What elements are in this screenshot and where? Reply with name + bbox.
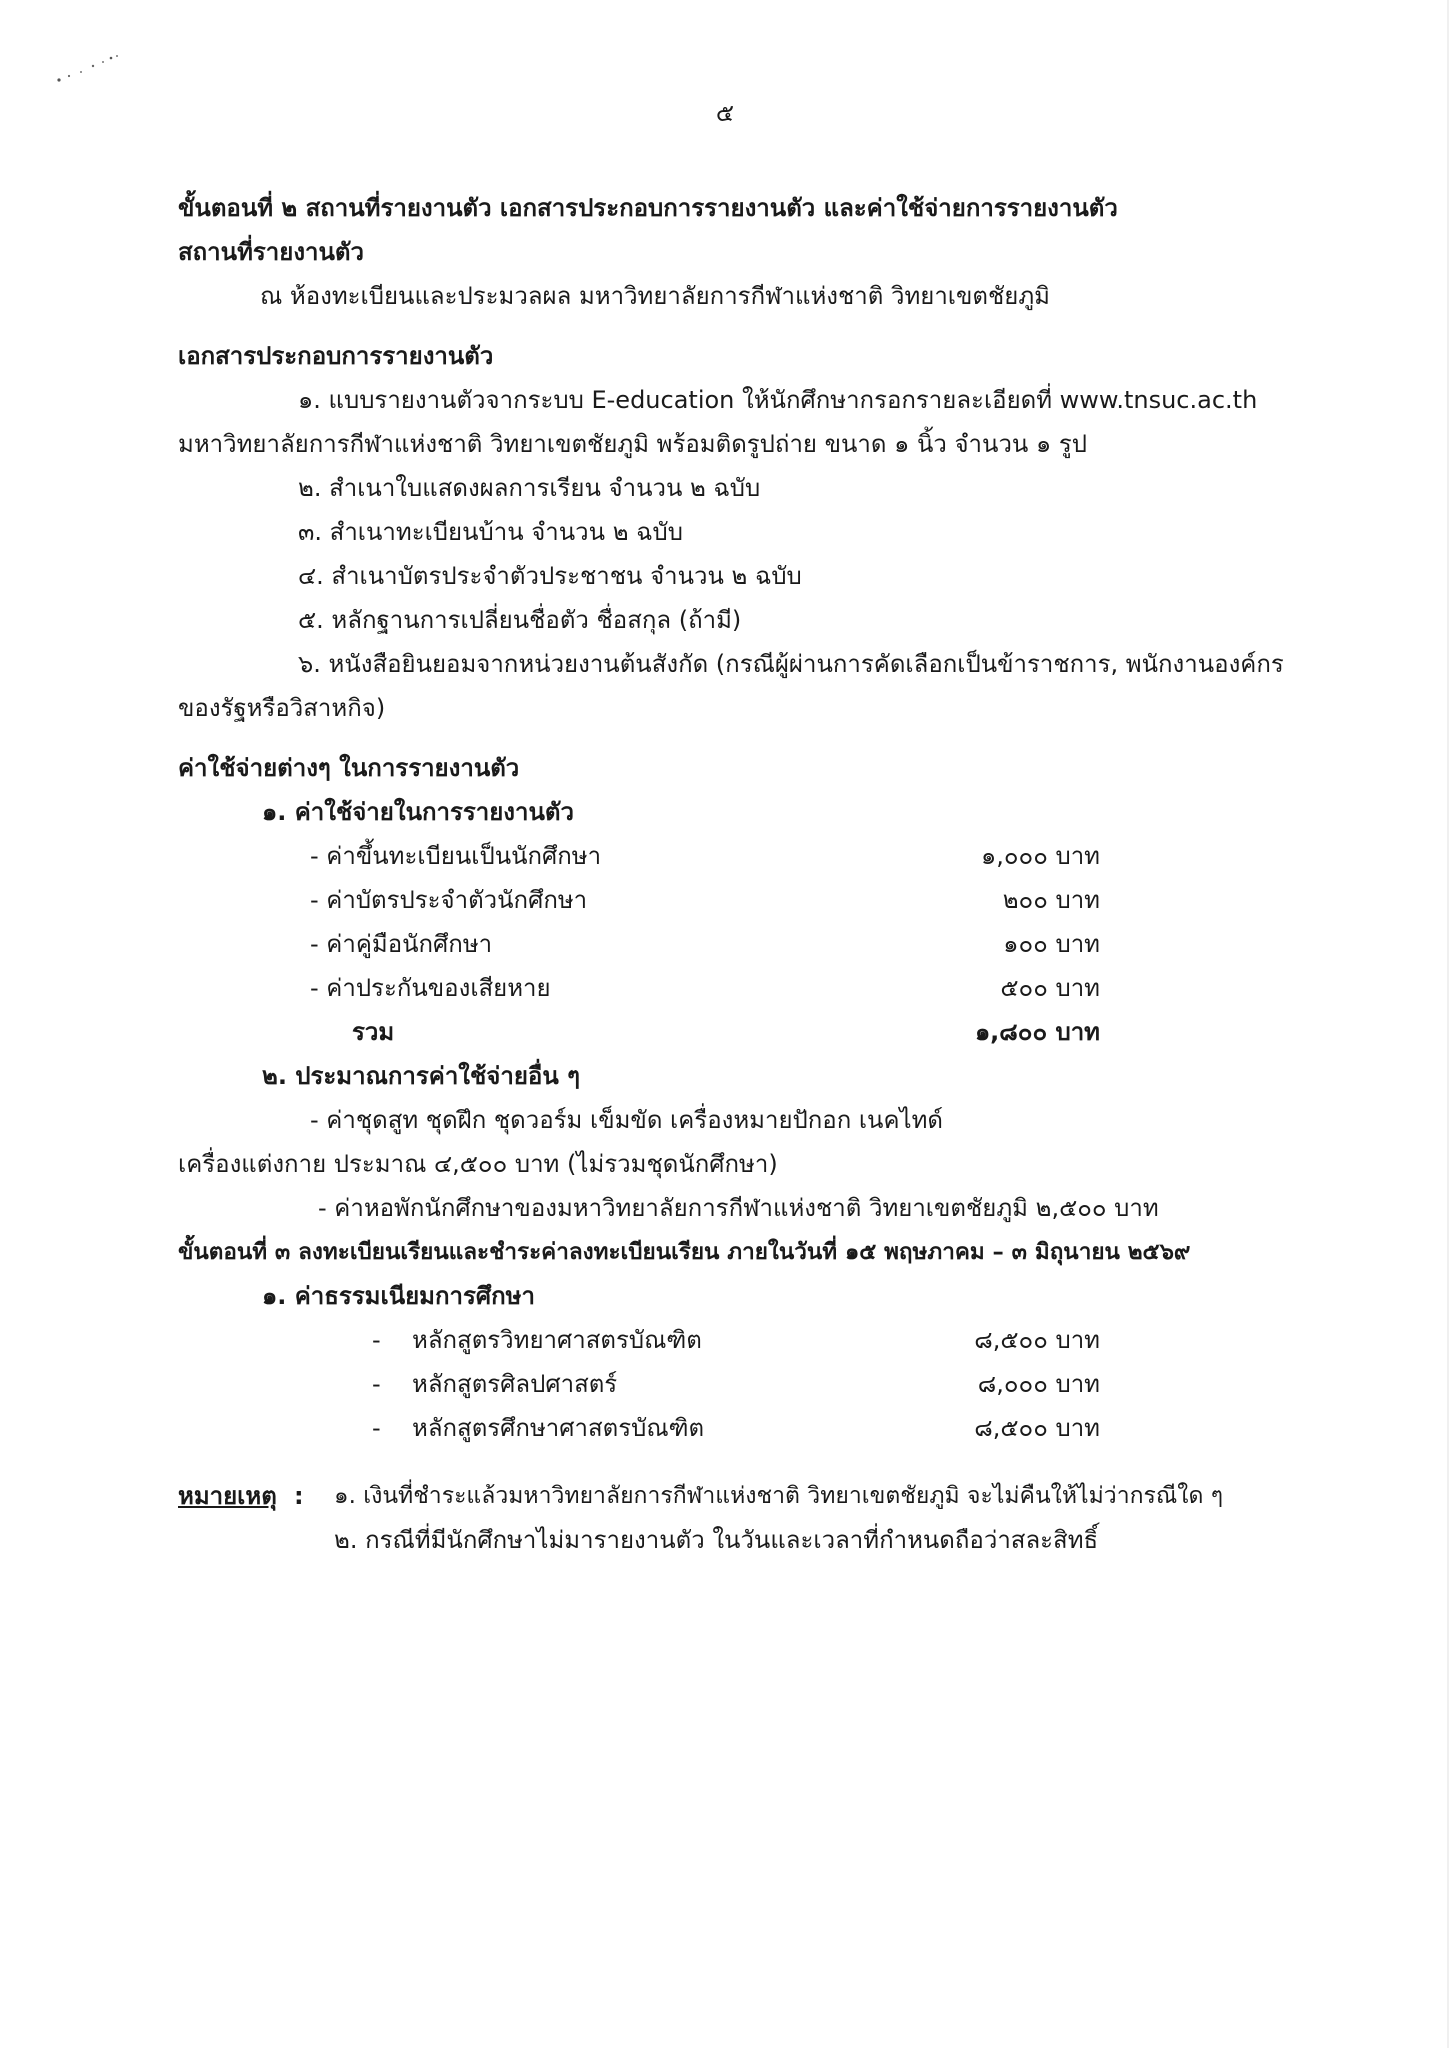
note-1: ๑. เงินที่ชำระแล้วมหาวิทยาลัยการกีฬาแห่งชาติ วิทยาเขตชัยภูมิ จะไม่คืนให้ไม่ว่ากรณีใด ๆ bbox=[334, 1483, 1224, 1509]
page-number: ๕ bbox=[715, 99, 735, 127]
exp2-line-1: - ค่าชุดสูท ชุดฝึก ชุดวอร์ม เข็มขัด เครื่องหมายปักอก เนคไทด์ bbox=[310, 1106, 943, 1134]
fee-dash: - bbox=[372, 1326, 381, 1354]
step3-heading: ขั้นตอนที่ ๓ ลงทะเบียนเรียนและชำระค่าลงทะเบียนเรียน ภายในวันที่ ๑๕ พฤษภาคม – ๓ มิถุนายน ๒๕๖๙ bbox=[178, 1239, 1191, 1265]
exp1-item-amount: ๑๐๐ บาท bbox=[1003, 930, 1100, 958]
exp1-total-amount: ๑,๘๐๐ บาท bbox=[974, 1018, 1100, 1046]
fee-dash: - bbox=[372, 1414, 381, 1442]
notes-colon: : bbox=[294, 1482, 304, 1510]
location-text: ณ ห้องทะเบียนและประมวลผล มหาวิทยาลัยการกีฬาแห่งชาติ วิทยาเขตชัยภูมิ bbox=[260, 282, 1050, 310]
doc-item-1: ๑. แบบรายงานตัวจากระบบ E-education ให้นักศึกษากรอกรายละเอียดที่ www.tnsuc.ac.th bbox=[298, 386, 1258, 414]
doc-item-3: ๓. สำเนาทะเบียนบ้าน จำนวน ๒ ฉบับ bbox=[298, 518, 683, 546]
fee-amount: ๘,๕๐๐ บาท bbox=[974, 1326, 1100, 1354]
notes-label: หมายเหตุ bbox=[178, 1482, 277, 1510]
doc-item-1-cont: มหาวิทยาลัยการกีฬาแห่งชาติ วิทยาเขตชัยภูมิ พร้อมติดรูปถ่าย ขนาด ๑ นิ้ว จำนวน ๑ รูป bbox=[178, 430, 1087, 458]
fee-dash: - bbox=[372, 1370, 381, 1398]
documents-heading: เอกสารประกอบการรายงานตัว bbox=[178, 342, 494, 370]
exp1-item-label: - ค่าคู่มือนักศึกษา bbox=[310, 930, 493, 958]
exp2-heading: ๒. ประมาณการค่าใช้จ่ายอื่น ๆ bbox=[262, 1062, 580, 1090]
note-2: ๒. กรณีที่มีนักศึกษาไม่มารายงานตัว ในวันและเวลาที่กำหนดถือว่าสละสิทธิ์ bbox=[334, 1526, 1099, 1554]
scan-specks bbox=[55, 48, 135, 98]
fee-label: หลักสูตรวิทยาศาสตรบัณฑิต bbox=[412, 1326, 702, 1354]
exp1-item-label: - ค่าขึ้นทะเบียนเป็นนักศึกษา bbox=[310, 842, 602, 870]
fee-label: หลักสูตรศึกษาศาสตรบัณฑิต bbox=[412, 1414, 705, 1442]
doc-item-4: ๔. สำเนาบัตรประจำตัวประชาชน จำนวน ๒ ฉบับ bbox=[298, 562, 802, 590]
doc-item-6-cont: ของรัฐหรือวิสาหกิจ) bbox=[178, 694, 386, 722]
fee-amount: ๘,๐๐๐ บาท bbox=[977, 1370, 1100, 1398]
exp1-item-amount: ๕๐๐ บาท bbox=[1000, 974, 1100, 1002]
exp1-total-label: รวม bbox=[352, 1018, 395, 1046]
fee-amount: ๘,๕๐๐ บาท bbox=[974, 1414, 1100, 1442]
fee-heading: ๑. ค่าธรรมเนียมการศึกษา bbox=[262, 1282, 535, 1310]
exp1-item-amount: ๒๐๐ บาท bbox=[1002, 886, 1100, 914]
exp2-line-3: - ค่าหอพักนักศึกษาของมหาวิทยาลัยการกีฬาแห่งชาติ วิทยาเขตชัยภูมิ ๒,๕๐๐ บาท bbox=[318, 1194, 1159, 1222]
exp1-heading: ๑. ค่าใช้จ่ายในการรายงานตัว bbox=[262, 798, 574, 826]
expenses-heading: ค่าใช้จ่ายต่างๆ ในการรายงานตัว bbox=[178, 754, 520, 782]
exp2-line-2: เครื่องแต่งกาย ประมาณ ๔,๕๐๐ บาท (ไม่รวมชุดนักศึกษา) bbox=[178, 1150, 778, 1178]
exp1-item-label: - ค่าบัตรประจำตัวนักศึกษา bbox=[310, 886, 588, 914]
step2-heading: ขั้นตอนที่ ๒ สถานที่รายงานตัว เอกสารประกอบการรายงานตัว และค่าใช้จ่ายการรายงานตัว bbox=[178, 194, 1118, 222]
fee-label: หลักสูตรศิลปศาสตร์ bbox=[412, 1370, 618, 1398]
exp1-item-label: - ค่าประกันของเสียหาย bbox=[310, 974, 551, 1002]
doc-item-2: ๒. สำเนาใบแสดงผลการเรียน จำนวน ๒ ฉบับ bbox=[298, 474, 761, 502]
location-heading: สถานที่รายงานตัว bbox=[178, 238, 364, 266]
doc-item-6: ๖. หนังสือยินยอมจากหน่วยงานต้นสังกัด (กรณีผู้ผ่านการคัดเลือกเป็นข้าราชการ, พนักงานองค์กร bbox=[298, 650, 1284, 678]
doc-item-5: ๕. หลักฐานการเปลี่ยนชื่อตัว ชื่อสกุล (ถ้ามี) bbox=[298, 606, 742, 634]
exp1-item-amount: ๑,๐๐๐ บาท bbox=[981, 842, 1100, 870]
